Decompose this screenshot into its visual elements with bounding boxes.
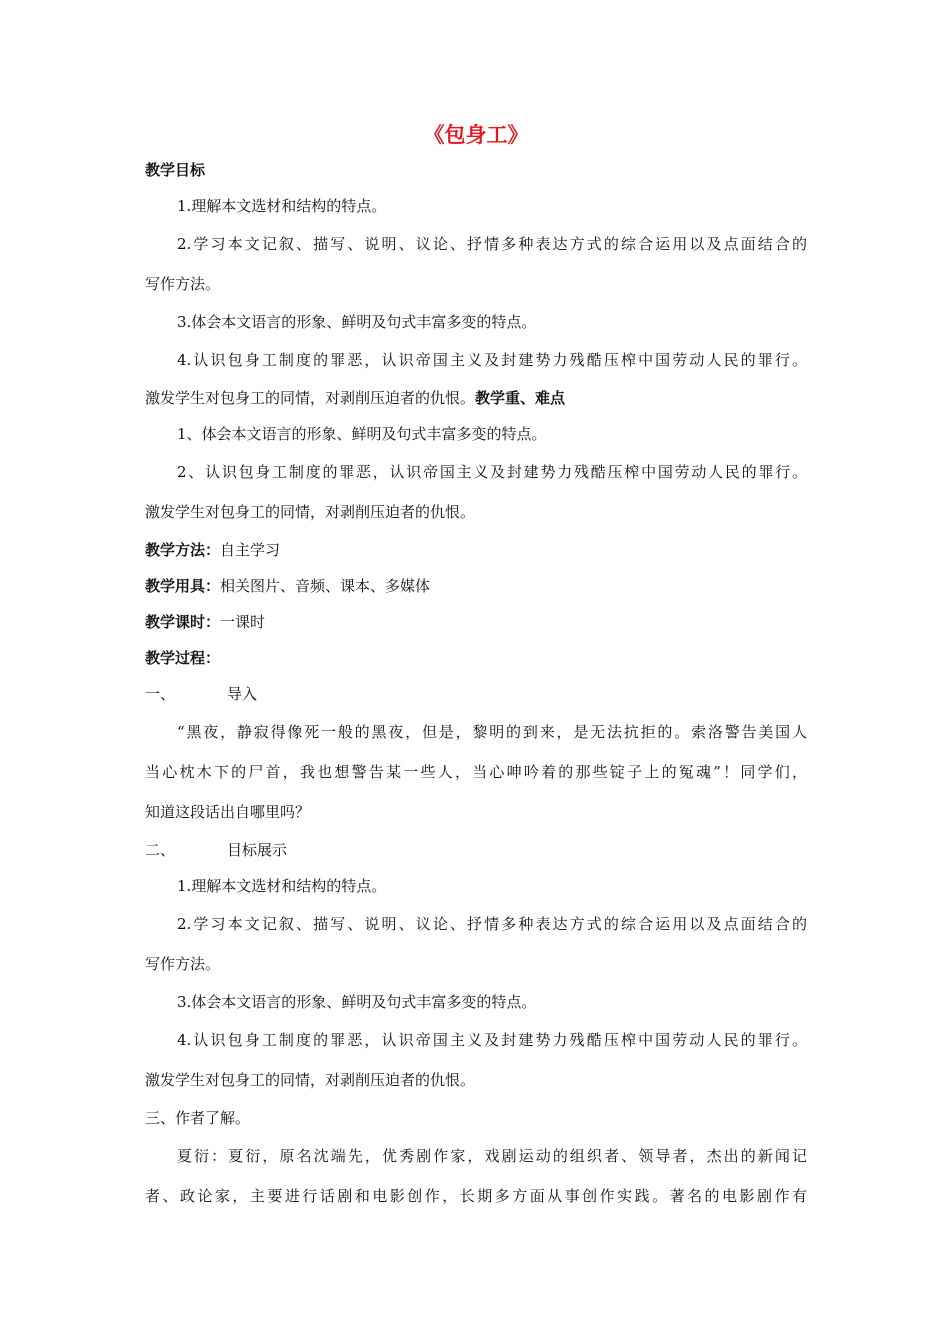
section-3-line: 夏衍：夏衍，原名沈端先，优秀剧作家，戏剧运动的组织者、领导者，杰出的新闻记: [177, 1147, 807, 1165]
keypoint-line: 激发学生对包身工的同情，对剥削压迫者的仇恨。: [145, 503, 476, 521]
process-heading: 教学过程：: [145, 649, 221, 667]
objective-line: 4.认识包身工制度的罪恶，认识帝国主义及封建势力残酷压榨中国劳动人民的罪行。: [177, 351, 807, 369]
section-3-heading: 三、作者了解。: [145, 1109, 251, 1127]
objective-line: 2.学习本文记叙、描写、说明、议论、抒情多种表达方式的综合运用以及点面结合的: [177, 235, 807, 253]
section-2-heading: [145, 832, 807, 868]
section-1-line: “黑夜，静寂得像死一般的黑夜，但是，黎明的到来，是无法抗拒的。索洛警告美国人: [177, 723, 807, 741]
section-2-line: 2.学习本文记叙、描写、说明、议论、抒情多种表达方式的综合运用以及点面结合的: [177, 915, 807, 933]
keypoints-heading: 教学重、难点: [475, 389, 566, 407]
section-2-title: 目标展示: [227, 841, 288, 859]
document-title: 《包身工》: [423, 123, 529, 147]
tools-label: 教学用具：: [145, 577, 221, 595]
hours-line: [145, 604, 807, 640]
objective-tail-text: 激发学生对包身工的同情，对剥削压迫者的仇恨。: [145, 389, 476, 407]
method-value: 自主学习: [220, 541, 281, 559]
section-1-title: 导入: [227, 685, 258, 703]
hours-value: 一课时: [220, 613, 266, 631]
section-2-line: 1.理解本文选材和结构的特点。: [177, 877, 387, 895]
section-2-line: 3.体会本文语言的形象、鲜明及句式丰富多变的特点。: [177, 993, 537, 1011]
section-2-line: 4.认识包身工制度的罪恶，认识帝国主义及封建势力残酷压榨中国劳动人民的罪行。: [177, 1031, 807, 1049]
objectives-heading: 教学目标: [145, 161, 206, 179]
section-1-heading: [145, 676, 807, 712]
section-1-line: 知道这段话出自哪里吗？: [145, 803, 311, 821]
section-1-line: 当心枕木下的尸首，我也想警告某一些人，当心呻吟着的那些锭子上的冤魂”！同学们，: [145, 763, 807, 781]
objective-line: 3.体会本文语言的形象、鲜明及句式丰富多变的特点。: [177, 313, 537, 331]
section-2-line: 激发学生对包身工的同情，对剥削压迫者的仇恨。: [145, 1071, 476, 1089]
section-2-number: 二、: [145, 841, 176, 859]
objective-line: 写作方法。: [145, 275, 221, 293]
keypoint-line: 1、体会本文语言的形象、鲜明及句式丰富多变的特点。: [177, 425, 547, 443]
section-2-line: 写作方法。: [145, 955, 221, 973]
tools-line: [145, 568, 807, 604]
method-line: [145, 532, 807, 568]
hours-label: 教学课时：: [145, 613, 221, 631]
objective-tail-line: [145, 380, 807, 416]
document-page: [145, 120, 807, 1216]
method-label: 教学方法：: [145, 541, 221, 559]
objective-line: 1.理解本文选材和结构的特点。: [177, 197, 387, 215]
tools-value: 相关图片、音频、课本、多媒体: [220, 577, 431, 595]
section-1-number: 一、: [145, 685, 176, 703]
keypoint-line: 2、认识包身工制度的罪恶，认识帝国主义及封建势力残酷压榨中国劳动人民的罪行。: [177, 463, 807, 481]
section-3-line: 者、政论家，主要进行话剧和电影创作，长期多方面从事创作实践。著名的电影剧作有: [145, 1187, 807, 1205]
